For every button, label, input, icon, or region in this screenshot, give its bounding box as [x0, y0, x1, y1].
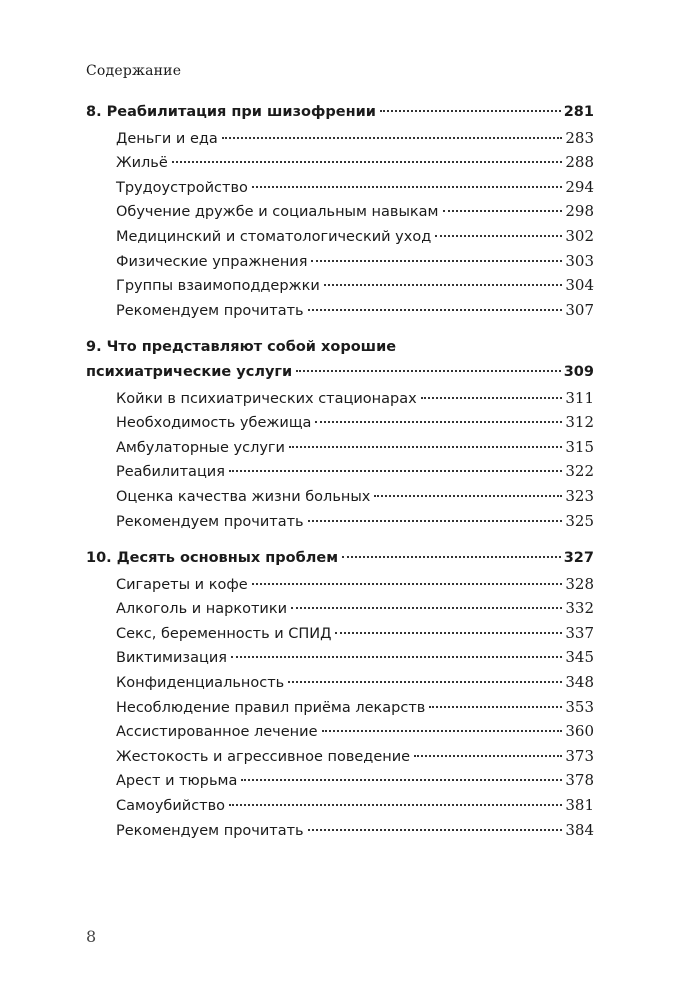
toc-item-label: Конфиденциальность	[116, 675, 285, 692]
toc-item-label: Рекомендуем прочитать	[116, 822, 304, 839]
toc-item-page: 348	[565, 673, 594, 692]
toc-item-label: Физические упражнения	[116, 253, 308, 270]
toc-item-label: Жильё	[116, 155, 168, 172]
dot-leader	[374, 495, 562, 497]
toc-item-page: 381	[565, 796, 594, 815]
toc-item[interactable]	[86, 747, 594, 772]
toc-item-page: 304	[565, 276, 594, 295]
dot-leader	[414, 755, 562, 757]
dot-leader	[252, 186, 562, 188]
toc-item-page: 353	[565, 697, 594, 716]
dot-leader	[311, 260, 562, 262]
dot-leader	[241, 779, 562, 781]
toc-item-page: 345	[565, 648, 594, 667]
dot-leader	[229, 470, 562, 472]
toc-item[interactable]	[86, 512, 594, 537]
toc-item-label: Виктимизация	[116, 650, 227, 667]
page-number: 8	[86, 927, 97, 946]
dot-leader	[324, 284, 563, 286]
toc-item[interactable]	[86, 722, 594, 747]
chapter-9-title-line1[interactable]	[86, 339, 594, 364]
chapter-title: психиатрические услуги	[86, 363, 293, 380]
toc-item[interactable]	[86, 301, 594, 326]
toc-item[interactable]	[86, 575, 594, 600]
dot-leader	[429, 706, 562, 708]
toc-item-label: Ассистированное лечение	[116, 724, 318, 741]
toc-item-page: 378	[565, 771, 594, 790]
toc-item[interactable]	[86, 673, 594, 698]
toc-item-label: Оценка качества жизни больных	[116, 488, 371, 505]
toc-item-page: 315	[565, 437, 594, 456]
dot-leader	[308, 829, 563, 831]
toc-item[interactable]	[86, 624, 594, 649]
dot-leader	[289, 446, 562, 448]
toc-item-label: Несоблюдение правил приёма лекарств	[116, 699, 426, 716]
toc-item-label: Арест и тюрьма	[116, 773, 238, 790]
chapter-page: 281	[563, 104, 594, 120]
table-of-contents	[86, 104, 594, 845]
toc-item[interactable]	[86, 771, 594, 796]
toc-item[interactable]	[86, 129, 594, 154]
dot-leader	[380, 110, 561, 112]
toc-item-page: 283	[565, 128, 594, 147]
toc-item-label: Секс, беременность и СПИД	[116, 625, 332, 642]
toc-item-label: Амбулаторные услуги	[116, 439, 285, 456]
toc-item-page: 328	[565, 574, 594, 593]
dot-leader	[172, 161, 563, 163]
toc-item-label: Медицинский и стоматологический уход	[116, 228, 432, 245]
dot-leader	[322, 730, 563, 732]
toc-item-label: Деньги и еда	[116, 130, 218, 147]
toc-item-page: 307	[565, 300, 594, 319]
dot-leader	[222, 137, 563, 139]
dot-leader	[342, 556, 561, 558]
toc-item-page: 384	[565, 820, 594, 839]
toc-item[interactable]	[86, 202, 594, 227]
toc-item-page: 302	[565, 226, 594, 245]
toc-item-page: 294	[565, 177, 594, 196]
toc-item-page: 288	[565, 153, 594, 172]
toc-item[interactable]	[86, 796, 594, 821]
toc-item-page: 322	[565, 462, 594, 481]
toc-item-label: Необходимость убежища	[116, 415, 312, 432]
dot-leader	[308, 309, 563, 311]
dot-leader	[315, 421, 562, 423]
toc-item-page: 312	[565, 413, 594, 432]
toc-item[interactable]	[86, 153, 594, 178]
chapter-9-entry[interactable]	[86, 364, 594, 389]
toc-item-page: 360	[565, 722, 594, 741]
chapter-title: 10. Десять основных проблем	[86, 550, 339, 567]
toc-item[interactable]	[86, 487, 594, 512]
toc-item[interactable]	[86, 178, 594, 203]
toc-item-page: 323	[565, 486, 594, 505]
toc-item-page: 373	[565, 746, 594, 765]
dot-leader	[308, 520, 563, 522]
dot-leader	[252, 583, 563, 585]
toc-item[interactable]	[86, 462, 594, 487]
chapter-10-entry[interactable]	[86, 550, 594, 575]
toc-item-page: 311	[565, 388, 594, 407]
dot-leader	[229, 804, 562, 806]
toc-item-label: Реабилитация	[116, 464, 225, 481]
dot-leader	[335, 632, 562, 634]
toc-item[interactable]	[86, 821, 594, 846]
toc-item[interactable]	[86, 599, 594, 624]
dot-leader	[421, 397, 563, 399]
toc-item-label: Жестокость и агрессивное поведение	[116, 748, 411, 765]
toc-item-label: Группы взаимоподдержки	[116, 278, 320, 295]
toc-item[interactable]	[86, 413, 594, 438]
toc-item-label: Рекомендуем прочитать	[116, 513, 304, 530]
toc-item[interactable]	[86, 252, 594, 277]
toc-item[interactable]	[86, 389, 594, 414]
dot-leader	[443, 210, 563, 212]
toc-item[interactable]	[86, 276, 594, 301]
toc-item-page: 303	[565, 251, 594, 270]
toc-item-label: Сигареты и кофе	[116, 576, 248, 593]
dot-leader	[291, 607, 562, 609]
toc-item[interactable]	[86, 648, 594, 673]
chapter-page: 327	[563, 550, 594, 567]
dot-leader	[296, 370, 561, 372]
toc-item[interactable]	[86, 438, 594, 463]
dot-leader	[231, 656, 562, 658]
toc-item-page: 325	[565, 511, 594, 530]
running-header: Содержание	[86, 63, 182, 79]
toc-item[interactable]	[86, 698, 594, 723]
chapter-page: 309	[563, 363, 594, 380]
toc-item-page: 337	[565, 623, 594, 642]
toc-item-page: 298	[565, 202, 594, 221]
toc-item-label: Койки в психиатрических стационарах	[116, 390, 417, 407]
toc-item[interactable]	[86, 227, 594, 252]
chapter-8-entry[interactable]	[86, 104, 594, 129]
toc-item-label: Алкоголь и наркотики	[116, 601, 288, 618]
dot-leader	[435, 235, 562, 237]
chapter-title: 8. Реабилитация при шизофрении	[86, 104, 376, 120]
dot-leader	[288, 681, 562, 683]
toc-item-label: Рекомендуем прочитать	[116, 302, 304, 319]
toc-item-page: 332	[565, 599, 594, 618]
toc-item-label: Трудоустройство	[116, 179, 248, 196]
chapter-title: 9. Что представляют собой хорошие	[86, 339, 397, 356]
toc-item-label: Самоубийство	[116, 798, 226, 815]
toc-item-label: Обучение дружбе и социальным навыкам	[116, 204, 439, 221]
